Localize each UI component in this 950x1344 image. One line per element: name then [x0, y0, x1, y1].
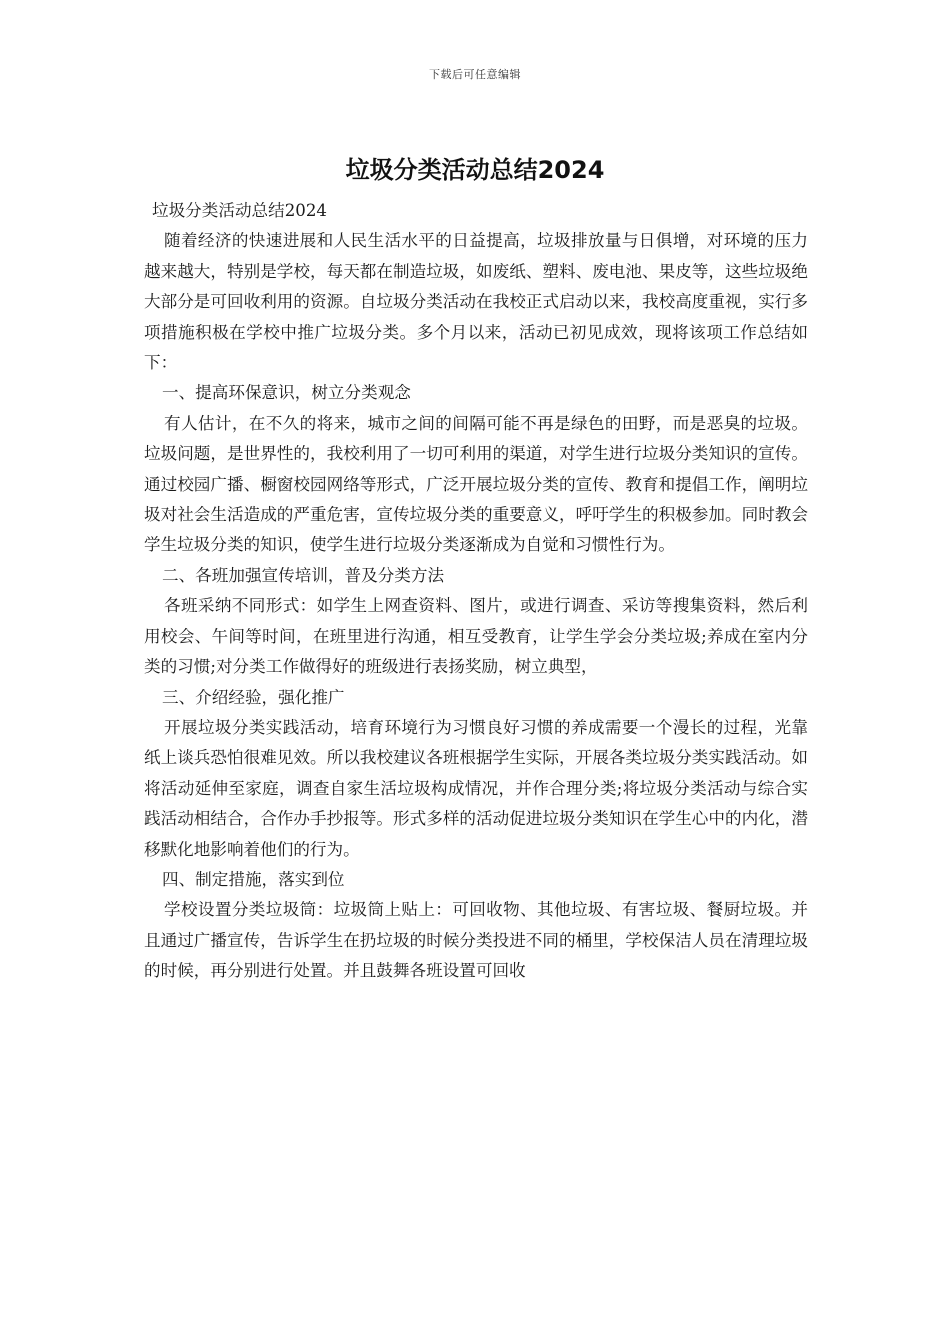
section-paragraph-1: 有人估计，在不久的将来，城市之间的间隔可能不再是绿色的田野，而是恶臭的垃圾。垃圾问题，是世界性的，我校利用了一切可利用的渠道，对学生进行垃圾分类知识的宣传。通过校园广播、橱窗校园网络等形式，广泛开展垃圾分类的宣传、教育和提倡工作，阐明垃圾对社会生活造成的严重危害，宣传垃圾分类的重要意义，呼吁学生的积极参加。同时教会学生垃圾分类的知识，使学生进行垃圾分类逐渐成为自觉和习惯性行为。	[144, 413, 808, 555]
section-paragraph-3: 开展垃圾分类实践活动，培育环境行为习惯良好习惯的养成需要一个漫长的过程，光靠纸上谈兵恐怕很难见效。所以我校建议各班根据学生实际，开展各类垃圾分类实践活动。如将活动延伸至家庭，调查自家生活垃圾构成情况，并作合理分类;将垃圾分类活动与综合实践活动相结合，合作办手抄报等。形式多样的活动促进垃圾分类知识在学生心中的内化，潜移默化地影响着他们的行为。	[144, 717, 808, 859]
section-paragraph-2: 各班采纳不同形式：如学生上网查资料、图片，或进行调查、采访等搜集资料，然后利用校会、午间等时间，在班里进行沟通，相互受教育，让学生学会分类垃圾;养成在室内分类的习惯;对分类工作做得好的班级进行表扬奖励，树立典型，	[144, 596, 808, 677]
section-heading-1: 一、提高环保意识，树立分类观念	[162, 383, 411, 403]
section-heading-2: 二、各班加强宣传培训，普及分类方法	[162, 565, 445, 585]
section-heading-4: 四、制定措施，落实到位	[162, 869, 345, 889]
section-paragraph-4: 学校设置分类垃圾筒：垃圾筒上贴上：可回收物、其他垃圾、有害垃圾、餐厨垃圾。并且通过广播宣传，告诉学生在扔垃圾的时候分类投进不同的桶里，学校保洁人员在清理垃圾的时候，再分别进行处置。并且鼓舞各班设置可回收	[144, 900, 808, 981]
intro-paragraph: 随着经济的快速进展和人民生活水平的日益提高，垃圾排放量与日俱增，对环境的压力越来越大，特别是学校，每天都在制造垃圾，如废纸、塑料、废电池、果皮等，这些垃圾绝大部分是可回收利用的资源。自垃圾分类活动在我校正式启动以来，我校高度重视，实行多项措施积极在学校中推广垃圾分类。多个月以来，活动已初见成效，现将该项工作总结如下：	[144, 231, 808, 373]
document-subtitle: 垃圾分类活动总结2024	[152, 201, 327, 220]
document-title: 垃圾分类活动总结2024	[345, 156, 605, 184]
document-body	[144, 196, 808, 987]
page-header-note: 下载后可任意编辑	[429, 68, 521, 81]
section-heading-3: 三、介绍经验，强化推广	[162, 687, 345, 707]
